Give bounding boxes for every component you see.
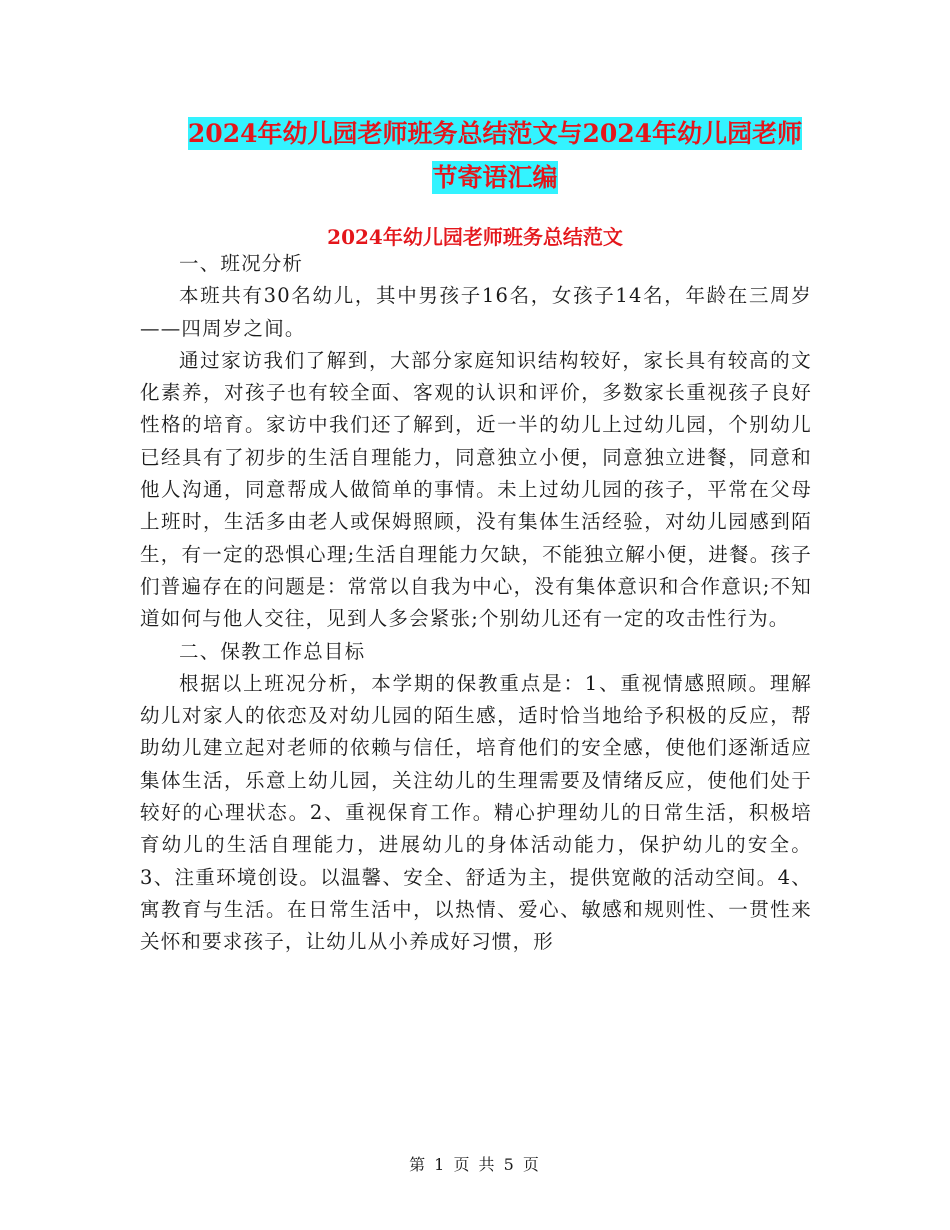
- paragraph: 本班共有30名幼儿，其中男孩子16名，女孩子14名，年龄在三周岁——四周岁之间。: [140, 284, 812, 340]
- main-title: [140, 112, 850, 200]
- page-footer: 第 1 页 共 5 页: [409, 1155, 541, 1174]
- paragraph: 通过家访我们了解到，大部分家庭知识结构较好，家长具有较高的文化素养，对孩子也有较全面、客观的认识和评价，多数家长重视孩子良好性格的培育。家访中我们还了解到，近一半的幼儿上过幼儿园，个别幼儿已经具有了初步的生活自理能力，同意独立小便，同意独立进餐，同意和他人沟通，同意帮成人做简单的事情。未上过幼儿园的孩子，平常在父母上班时，生活多由老人或保姆照顾，没有集体生活经验，对幼儿园感到陌生，有一定的恐惧心理;生活自理能力欠缺，不能独立解小便，进餐。孩子们普遍存在的问题是：常常以自我为中心，没有集体意识和合作意识;不知道如何与他人交往，见到人多会紧张;个别幼儿还有一定的攻击性行为。: [140, 348, 812, 631]
- paragraph: 根据以上班况分析，本学期的保教重点是：1、重视情感照顾。理解幼儿对家人的依恋及对幼儿园的陌生感，适时恰当地给予积极的反应，帮助幼儿建立起对老师的依赖与信任，培育他们的安全感，使他们逐渐适应集体生活，乐意上幼儿园，关注幼儿的生理需要及情绪反应，使他们处于较好的心理状态。2、重视保育工作。精心护理幼儿的日常生活，积极培育幼儿的生活自理能力，进展幼儿的身体活动能力，保护幼儿的安全。3、注重环境创设。以温馨、安全、舒适为主，提供宽敞的活动空间。4、寓教育与生活。在日常生活中，以热情、爱心、敏感和规则性、一贯性来关怀和要求孩子，让幼儿从小养成好习惯，形: [140, 671, 812, 954]
- body-text: [140, 248, 812, 959]
- main-title-line-2: 节寄语汇编: [432, 163, 558, 192]
- section-title: 2024年幼儿园老师班务总结范文: [327, 225, 623, 249]
- paragraph-heading-2: 二、保教工作总目标: [179, 639, 366, 663]
- main-title-line-1: 2024年幼儿园老师班务总结范文与2024年幼儿园老师: [187, 119, 803, 148]
- paragraph-heading-1: 一、班况分析: [179, 252, 304, 275]
